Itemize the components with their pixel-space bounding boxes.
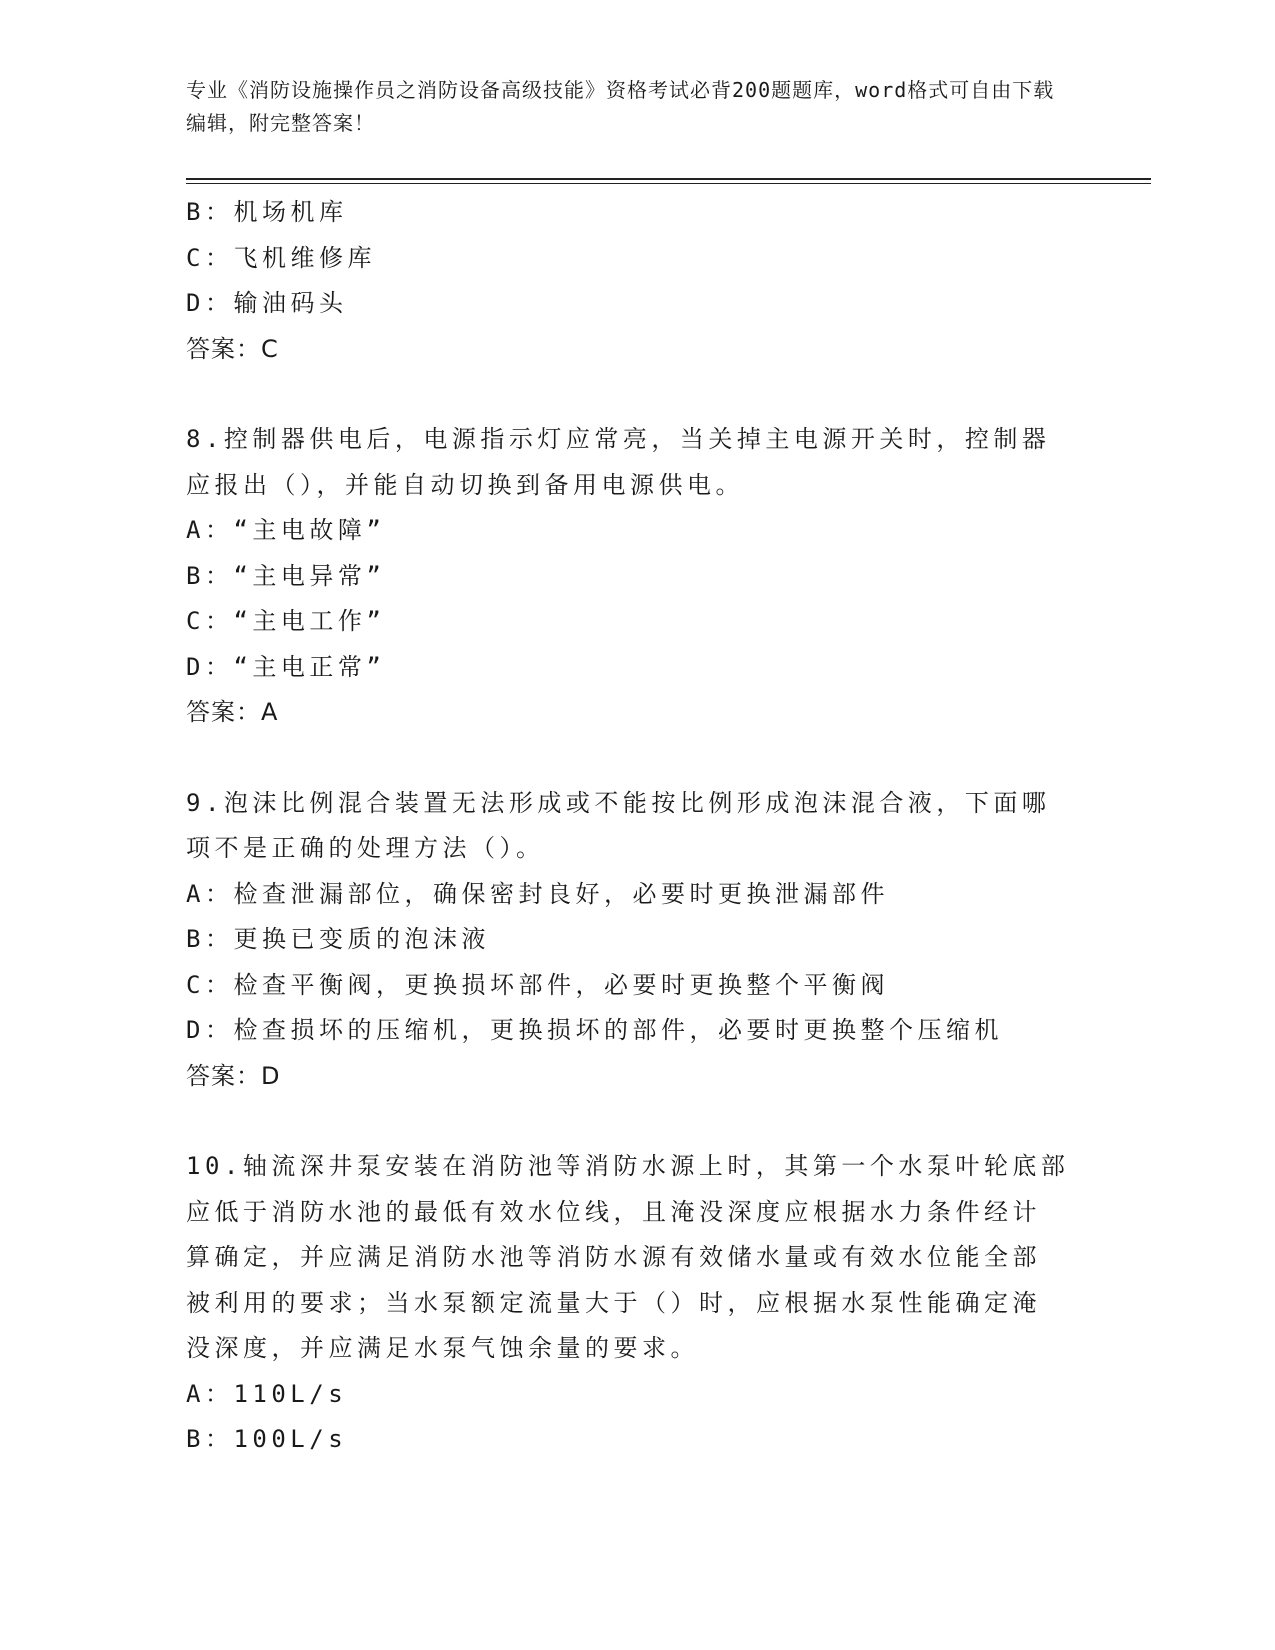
question-10-block	[186, 1144, 1086, 1463]
q8-option-d: D：“主电正常”	[186, 652, 386, 681]
q9-option-b: B：更换已变质的泡沫液	[186, 925, 490, 953]
spacer	[186, 372, 1086, 417]
q7-option-b: B：机场机库	[186, 198, 348, 226]
q8-option-c: C：“主电工作”	[186, 607, 386, 635]
spacer	[186, 1099, 1086, 1144]
q7-option-c: C：飞机维修库	[186, 243, 376, 272]
document-header: 专业《消防设施操作员之消防设备高级技能》资格考试必背200题题库，word格式可自由下载编辑，附完整答案！	[186, 78, 1055, 135]
q10-option-b: B：100L/s	[186, 1425, 348, 1453]
q8-answer: 答案：A	[186, 698, 279, 726]
q9-stem-line-2: 项不是正确的处理方法（）。	[186, 834, 545, 862]
header-rule-thin	[186, 183, 1151, 184]
question-8-block	[186, 417, 1086, 736]
q7-answer: 答案：C	[186, 334, 279, 363]
q9-option-d: D：检查损坏的压缩机，更换损坏的部件，必要时更换整个压缩机	[186, 1016, 1003, 1044]
q10-stem-line-1: 10.轴流深井泵安装在消防池等消防水源上时，其第一个水泵叶轮底部	[186, 1152, 1070, 1180]
q9-stem-line-1: 9.泡沫比例混合装置无法形成或不能按比例形成泡沫混合液，下面哪	[186, 788, 1051, 817]
q8-option-b: B：“主电异常”	[186, 561, 386, 590]
q9-option-c: C：检查平衡阀，更换损坏部件，必要时更换整个平衡阀	[186, 970, 889, 999]
q9-option-a: A：检查泄漏部位，确保密封良好，必要时更换泄漏部件	[186, 879, 889, 908]
q10-stem-line-5: 没深度，并应满足水泵气蚀余量的要求。	[186, 1334, 699, 1362]
q10-stem-line-3: 算确定，并应满足消防水池等消防水源有效储水量或有效水位能全部	[186, 1243, 1041, 1271]
q7-option-d: D：输油码头	[186, 289, 348, 317]
question-7-block	[186, 190, 1086, 372]
q8-stem-line-1: 8.控制器供电后，电源指示灯应常亮，当关掉主电源开关时，控制器	[186, 425, 1051, 453]
q10-option-a: A：110L/s	[186, 1379, 348, 1408]
question-9-block	[186, 781, 1086, 1100]
q10-stem-line-2: 应低于消防水池的最低有效水位线，且淹没深度应根据水力条件经计	[186, 1197, 1041, 1226]
spacer	[186, 736, 1086, 781]
q10-stem-line-4: 被利用的要求；当水泵额定流量大于（）时，应根据水泵性能确定淹	[186, 1288, 1041, 1317]
document-body	[186, 190, 1086, 1463]
q9-answer: 答案：D	[186, 1061, 281, 1090]
header-rule-thick	[186, 178, 1151, 180]
q8-option-a: A：“主电故障”	[186, 516, 386, 544]
q8-stem-line-2: 应报出（），并能自动切换到备用电源供电。	[186, 470, 744, 499]
